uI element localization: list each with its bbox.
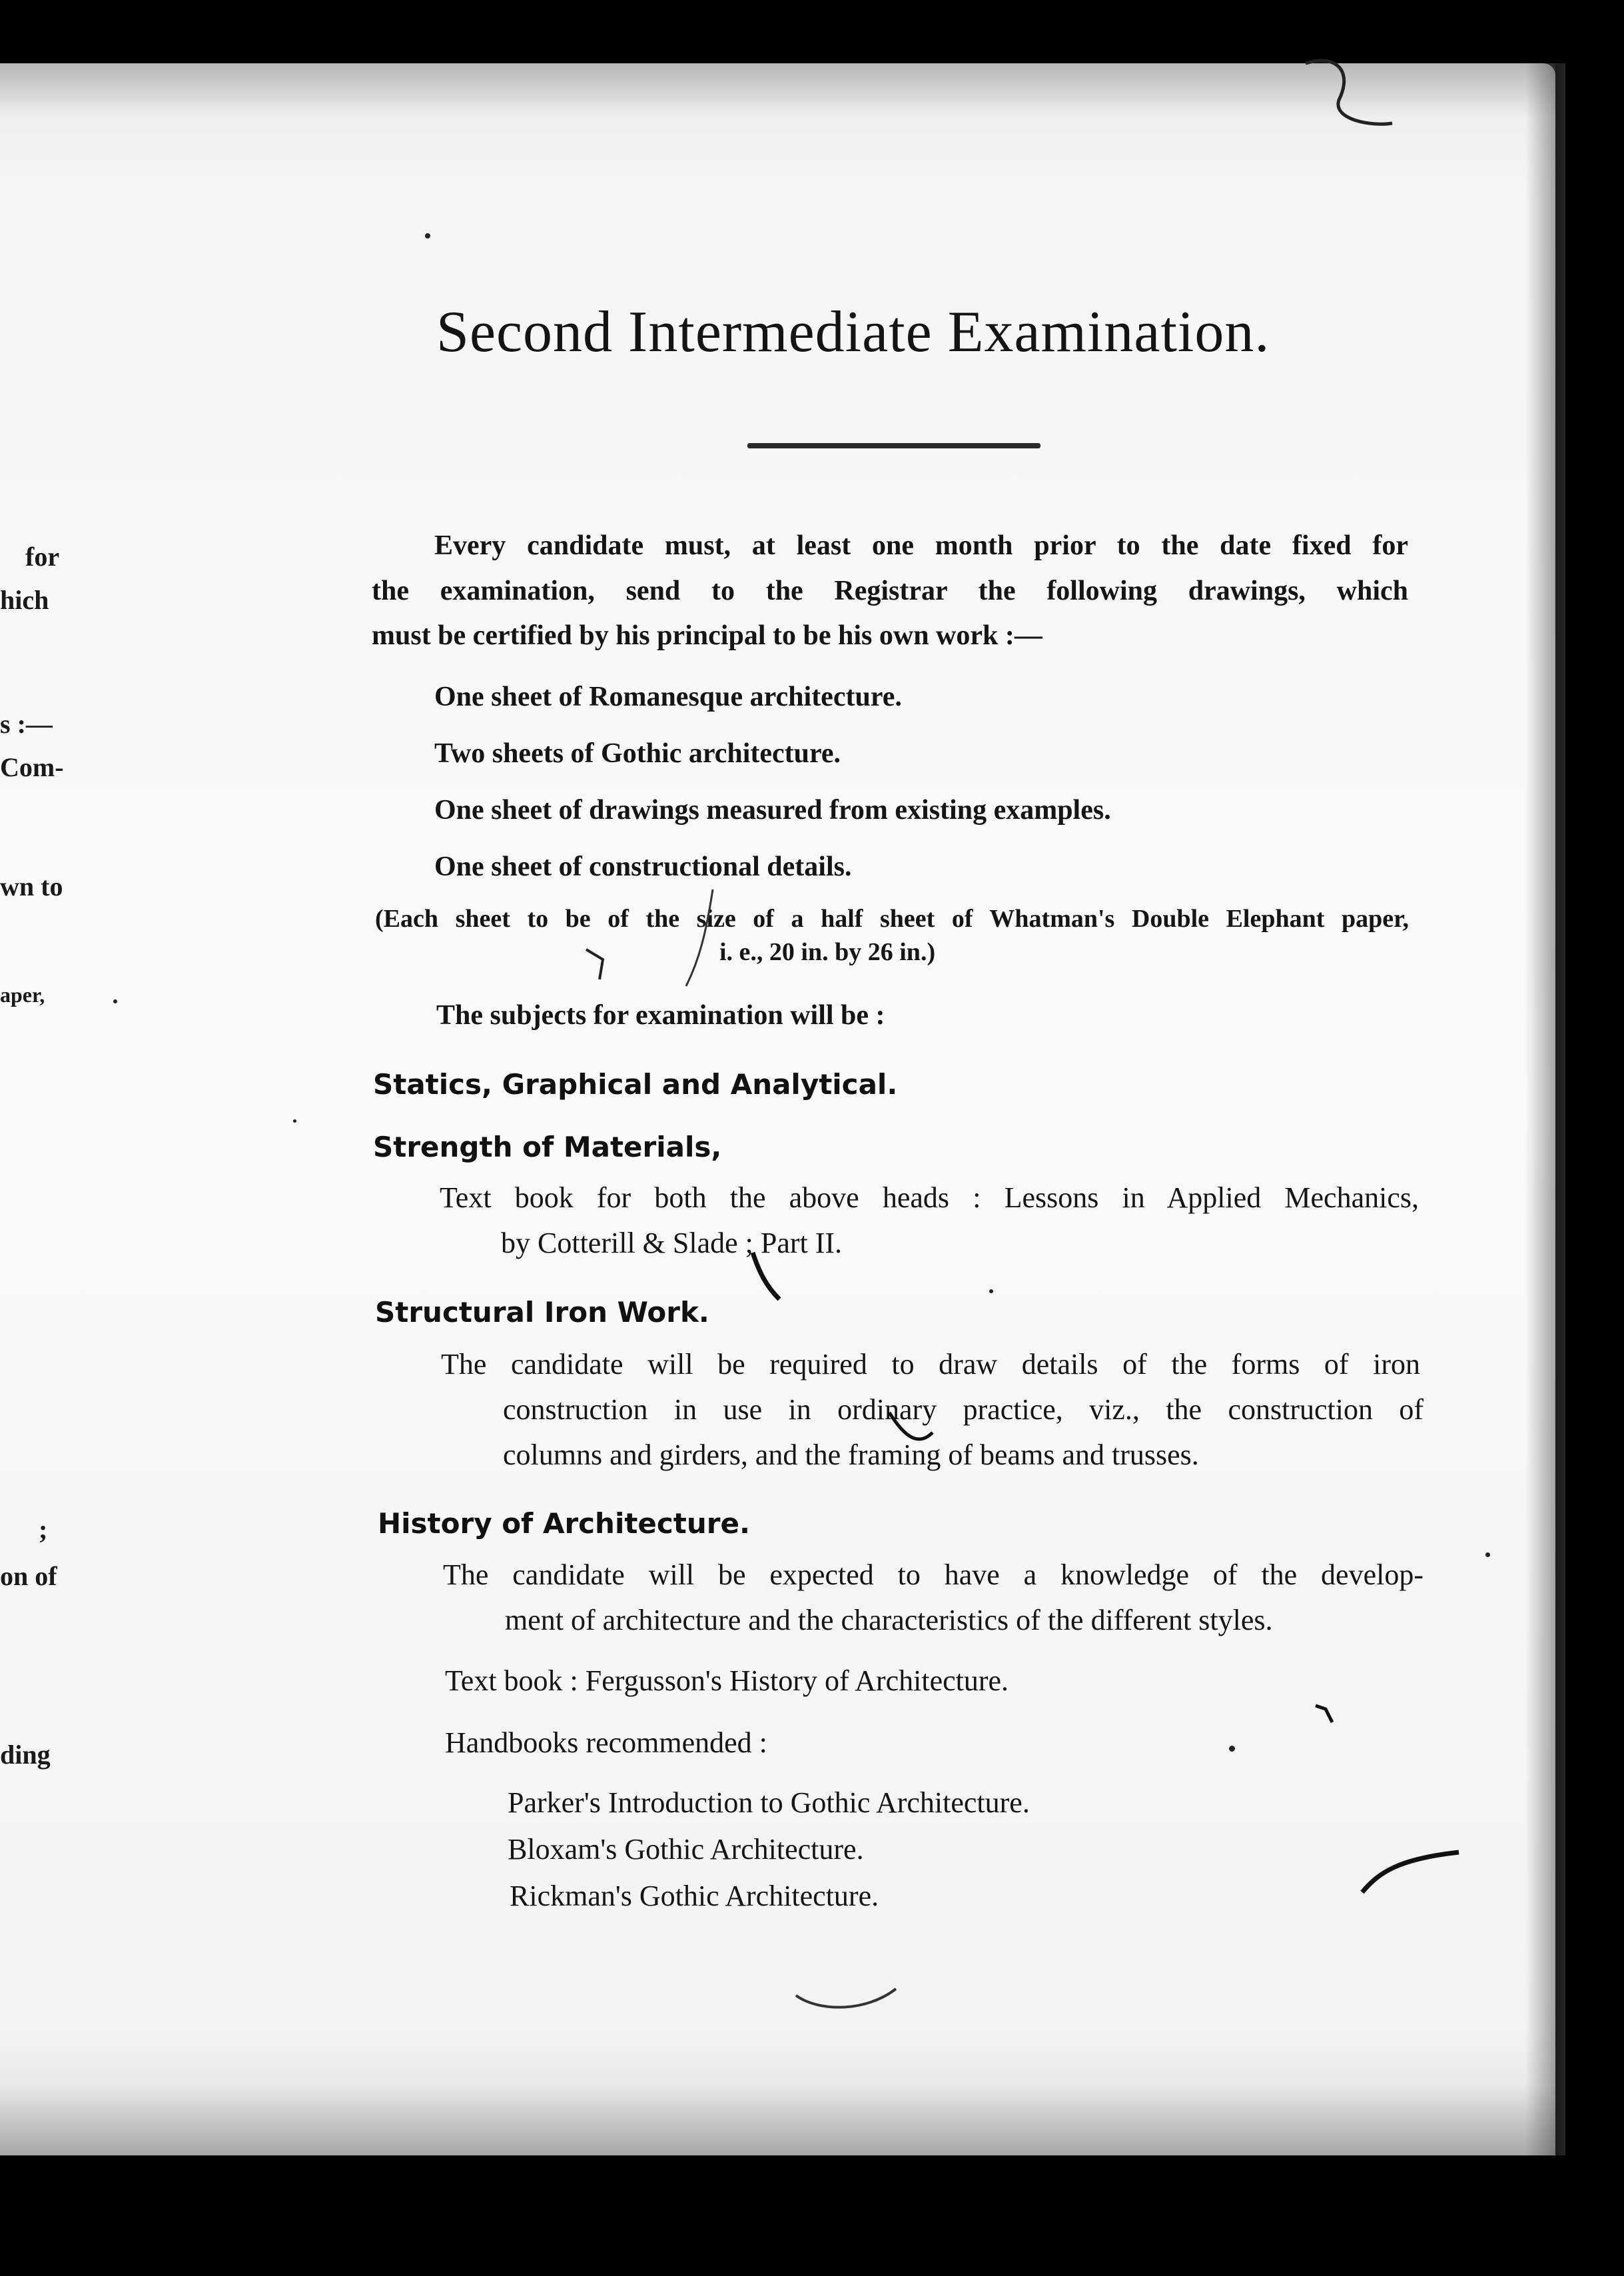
left-margin-fragment: on of xyxy=(0,1561,57,1591)
iron-line: columns and girders, and the framing of beams and trusses. xyxy=(503,1438,1199,1471)
left-margin-fragment: wn to xyxy=(0,871,63,901)
section-heading-statics: Statics, Graphical and Analytical. xyxy=(373,1068,898,1101)
left-margin-fragment: s :— xyxy=(0,709,53,739)
handbook-item: Parker's Introduction to Gothic Architecture. xyxy=(508,1786,1030,1819)
iron-line: The candidate will be required to draw details of the forms of iron xyxy=(441,1348,1420,1381)
drawing-item: One sheet of drawings measured from existing examples. xyxy=(434,795,1111,826)
iron-line: construction in use in ordinary practice, viz., the construction of xyxy=(503,1393,1423,1426)
drawing-item: One sheet of constructional details. xyxy=(434,852,852,882)
left-margin-fragment: Com- xyxy=(0,752,64,782)
history-line: ment of architecture and the characteristics of the different styles. xyxy=(505,1604,1273,1636)
scan-speck xyxy=(113,999,117,1003)
section-heading-history: History of Architecture. xyxy=(378,1507,750,1540)
history-line: The candidate will be expected to have a knowledge of the develop- xyxy=(443,1558,1423,1591)
subjects-intro: The subjects for examination will be : xyxy=(436,1000,885,1031)
sheet-note-line: i. e., 20 in. by 26 in.) xyxy=(719,938,936,966)
section-heading-strength: Strength of Materials, xyxy=(373,1131,722,1163)
scan-speck xyxy=(425,233,430,239)
section-heading-iron: Structural Iron Work. xyxy=(375,1296,709,1329)
intro-line: Every candidate must, at least one month prior to the date fixed for xyxy=(434,530,1408,561)
scan-speck xyxy=(293,1119,296,1123)
left-margin-fragment: ; xyxy=(39,1514,48,1544)
page-title: Second Intermediate Examination. xyxy=(436,300,1270,364)
intro-line: the examination, send to the Registrar the following drawings, which xyxy=(372,576,1408,606)
strength-line: Text book for both the above heads : Lessons in Applied Mechanics, xyxy=(440,1181,1419,1214)
handbook-item: Bloxam's Gothic Architecture. xyxy=(508,1833,864,1866)
left-margin-fragment: for xyxy=(25,542,60,572)
drawing-item: One sheet of Romanesque architecture. xyxy=(434,682,902,712)
scan-speck xyxy=(1485,1552,1490,1557)
scan-speck xyxy=(1229,1746,1235,1752)
strength-line: by Cotterill & Slade ; Part II. xyxy=(501,1227,843,1259)
left-margin-fragment: ding xyxy=(0,1740,51,1770)
left-margin-fragment: aper, xyxy=(0,983,45,1007)
sheet-note-line: (Each sheet to be of the size of a half sheet of Whatman's Double Elephant paper, xyxy=(375,905,1409,933)
scan-speck xyxy=(989,1289,993,1293)
drawing-item: Two sheets of Gothic architecture. xyxy=(434,738,841,769)
handbook-item: Rickman's Gothic Architecture. xyxy=(510,1880,879,1912)
handbooks-label: Handbooks recommended : xyxy=(445,1726,767,1759)
left-margin-fragment: hich xyxy=(0,585,49,615)
intro-line: must be certified by his principal to be his own work :— xyxy=(372,620,1042,651)
history-textbook: Text book : Fergusson's History of Architecture. xyxy=(445,1664,1009,1697)
